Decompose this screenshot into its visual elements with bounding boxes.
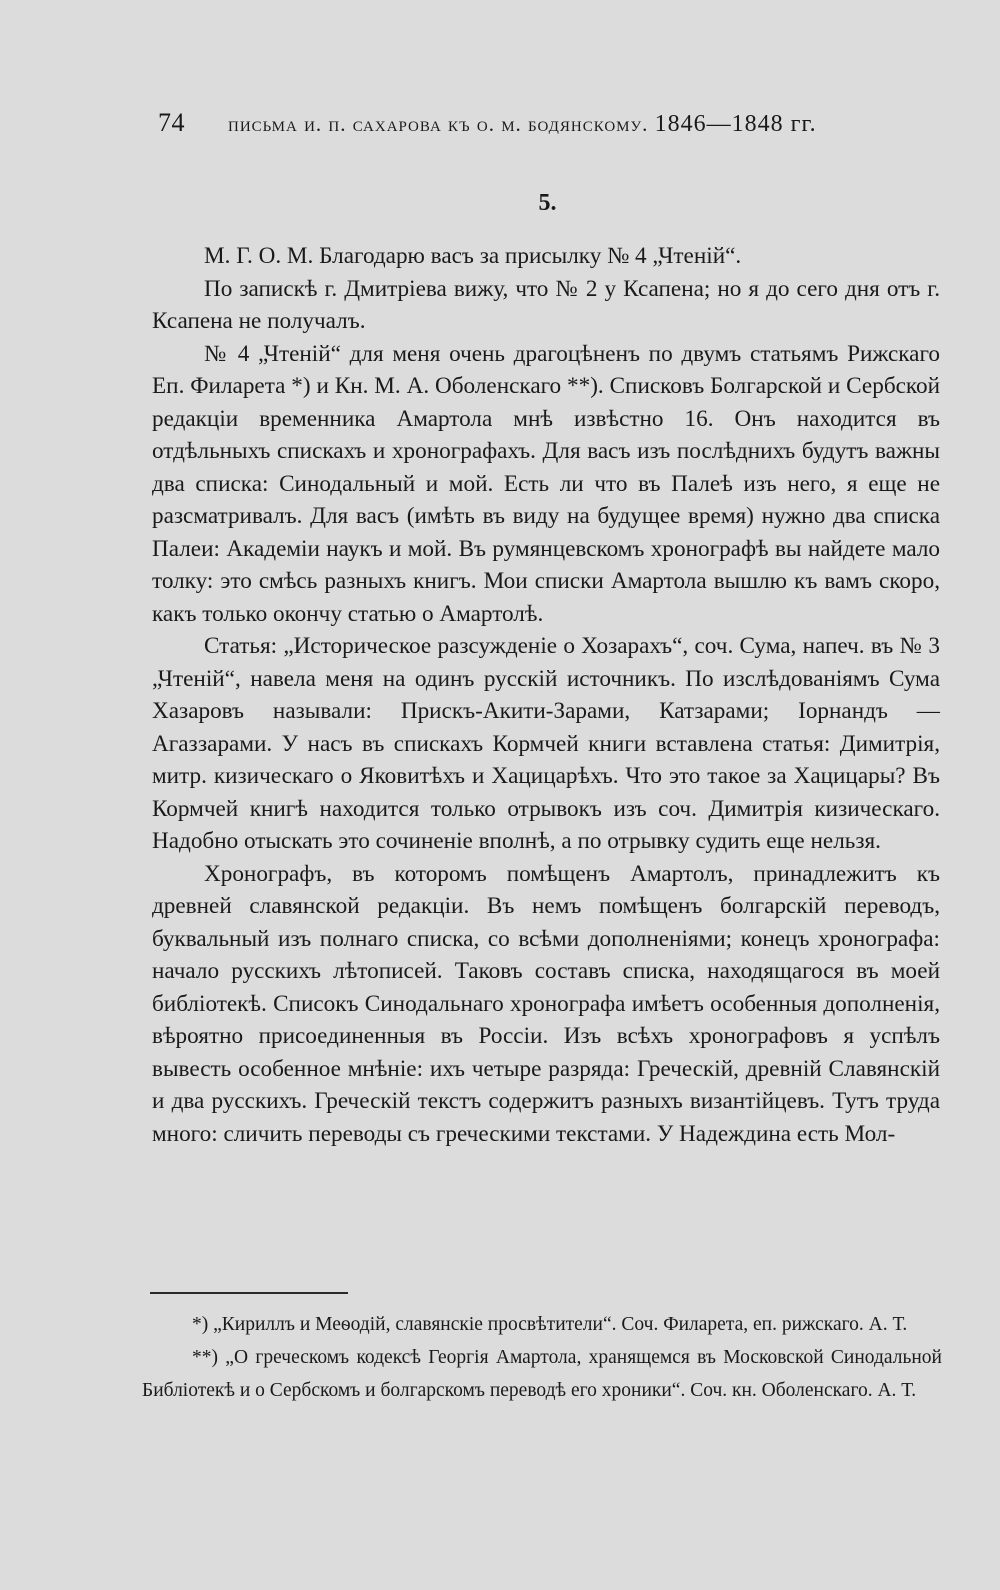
- footnote: *) „Кириллъ и Меѳодій, славянскіе просвѣтители“. Соч. Филарета, еп. рижскаго. А. Т.: [192, 1314, 908, 1335]
- running-header: [158, 108, 938, 148]
- paragraph: Хронографъ, въ которомъ помѣщенъ Амартолъ, принадлежитъ къ древней славянской редакціи. Въ немъ помѣщенъ болгарскій переводъ, буквальный изъ полнаго списка, со всѣми дополненіями; конецъ хронографа: начало русскихъ лѣтописей. Таковъ составъ списка, находящагося въ моей библіотекѣ. Списокъ Синодальнаго хронографа имѣетъ особенныя дополненія, вѣроятно присоединенныя въ Россіи. Изъ всѣхъ хронографовъ я успѣлъ вывесть особенное мнѣніе: ихъ четыре разряда: Греческій, древній Славянскій и два русскихъ. Греческій текстъ содержитъ разныхъ византійцевъ. Тутъ труда много: сличить переводы съ греческими текстами. У Надеждина есть Мол-: [152, 860, 940, 1147]
- running-title: [228, 111, 938, 138]
- running-title-text: письма и. п. сахарова къ о. м. бодянскому.: [228, 112, 649, 136]
- paragraph: Статья: „Историческое разсужденіе о Хозарахъ“, соч. Сума, напеч. въ № 3 „Чтеній“, навела меня на одинъ русскій источникъ. По изслѣдованіямъ Сума Хазаровъ называли: Прискъ-Акити-Зарами, Катзарами; Іорнандъ — Агаззарами. У насъ въ спискахъ Кормчей книги вставлена статья: Димитрія, митр. кизическаго о Яковитѣхъ и Хацицарѣхъ. Что это такое за Хацицары? Въ Кормчей книгѣ находится только отрывокъ изъ соч. Димитрія кизическаго. Надобно отыскать это сочиненіе вполнѣ, а по отрывку судить еще нельзя.: [152, 633, 940, 854]
- letter-body: [152, 240, 940, 1150]
- footnote: **) „О греческомъ кодексѣ Георгія Амартола, хранящемся въ Московской Синодальной Библіотекѣ и о Сербскомъ и болгарскомъ переводѣ его хроники“. Соч. кн. Оболенскаго. А. Т.: [142, 1347, 942, 1401]
- paragraph: № 4 „Чтеній“ для меня очень драгоцѣненъ по двумъ статьямъ Рижскаго Еп. Филарета *) и Кн. М. А. Оболенскаго **). Списковъ Болгарской и Сербской редакціи временника Амартола мнѣ извѣстно 16. Онъ находится въ отдѣльныхъ спискахъ и хронографахъ. Для васъ изъ послѣднихъ будутъ важны два списка: Синодальный и мой. Есть ли что въ Палеѣ изъ него, я еще не разсматривалъ. Для васъ (имѣть въ виду на будущее время) нужно два списка Палеи: Академіи наукъ и мой. Въ румянцевскомъ хронографѣ вы найдете мало толку: это смѣсь разныхъ книгъ. Мои списки Амартола вышлю къ вамъ скоро, какъ только окончу статью о Амартолѣ.: [152, 340, 940, 627]
- paragraph: М. Г. О. М. Благодарю васъ за присылку № 4 „Чтеній“.: [204, 243, 742, 269]
- running-title-years: 1846—1848 гг.: [654, 111, 817, 137]
- page-number: 74: [158, 108, 185, 137]
- footnotes: [142, 1308, 942, 1407]
- paragraph: По запискѣ г. Дмитріева вижу, что № 2 у Ксапена; но я до сего дня отъ г. Ксапена не получалъ.: [152, 275, 940, 334]
- letter-number: 5.: [538, 190, 557, 216]
- footnote-divider: [150, 1292, 348, 1294]
